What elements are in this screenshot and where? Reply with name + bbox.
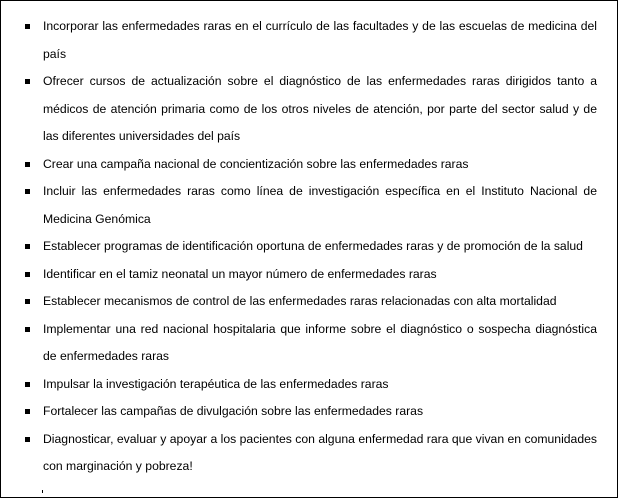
list-item (23, 178, 597, 233)
recommendations-list (23, 13, 597, 481)
bullet-icon (25, 24, 30, 29)
bullet-icon (25, 162, 30, 167)
list-item (23, 316, 597, 371)
list-item (23, 151, 597, 179)
list-item (23, 426, 597, 481)
list-item (23, 261, 597, 289)
list-item-text: Impulsar la investigación terapéutica de las enfermedades raras (43, 376, 389, 391)
list-item-text: Establecer programas de identificación oportuna de enfermedades raras y de promoción de la salud (43, 239, 583, 253)
bullet-icon (25, 299, 30, 304)
list-item-text: Diagnosticar, evaluar y apoyar a los pacientes con alguna enfermedad rara que vivan en comunidades con marginación y pobreza! (43, 431, 597, 473)
bullet-icon (25, 244, 30, 249)
list-item-text: Identificar en el tamiz neonatal un mayor número de enfermedades raras (43, 266, 437, 281)
list-item (23, 68, 597, 151)
list-item-text: Implementar una red nacional hospitalaria que informe sobre el diagnóstico o sospecha diagnóstica de enfermedades raras (43, 321, 597, 363)
bullet-icon (25, 382, 30, 387)
list-item-text: Fortalecer las campañas de divulgación sobre las enfermedades raras (43, 404, 424, 418)
text-cursor-mark (42, 490, 43, 493)
bullet-icon (25, 327, 30, 332)
bullet-icon (25, 272, 30, 277)
list-item (23, 398, 597, 426)
list-item (23, 288, 597, 316)
list-item-text: Ofrecer cursos de actualización sobre el diagnóstico de las enfermedades raras dirigidos tanto a médicos de atención primaria como de los otros niveles de atención, por parte del sector salud y de las diferentes universidades del país (43, 74, 597, 143)
bullet-icon (25, 437, 30, 442)
list-item-text: Incorporar las enfermedades raras en el currículo de las facultades y de las escuelas de medicina del país (43, 19, 597, 61)
list-item (23, 371, 597, 399)
list-item (23, 233, 597, 261)
bullet-icon (25, 79, 30, 84)
list-item-text: Incluir las enfermedades raras como línea de investigación específica en el Instituto Nacional de Medicina Genómica (43, 184, 597, 226)
bullet-icon (25, 409, 30, 414)
bullet-icon (25, 189, 30, 194)
list-item-text: Establecer mecanismos de control de las enfermedades raras relacionadas con alta mortalidad (43, 294, 557, 308)
list-item-text: Crear una campaña nacional de concientización sobre las enfermedades raras (43, 156, 469, 171)
list-item (23, 13, 597, 68)
